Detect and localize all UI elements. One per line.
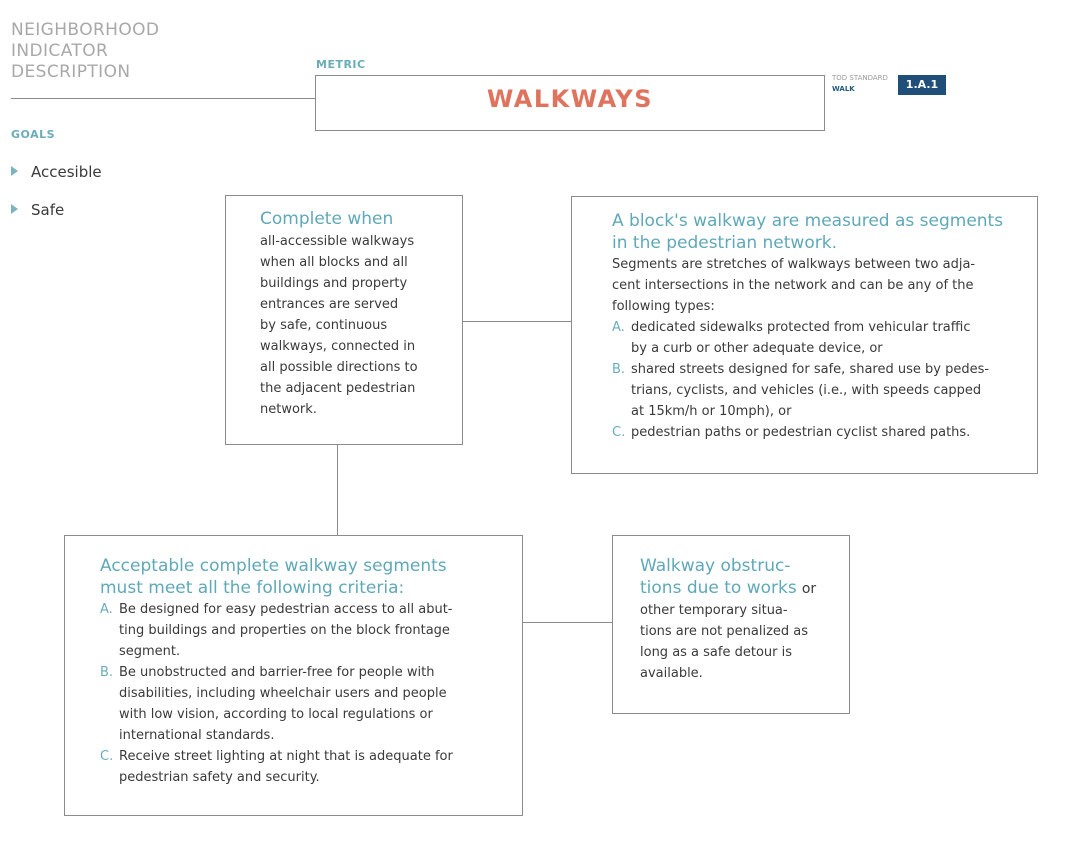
segment-type-item bbox=[612, 317, 1003, 359]
obstructions-heading-suffix: or bbox=[801, 581, 817, 597]
text-line: Segments are stretches of walkways between two adja- bbox=[612, 257, 976, 272]
text-line: ting buildings and properties on the block frontage bbox=[119, 623, 450, 638]
connector-criteria-to-obstructions bbox=[522, 622, 612, 623]
criteria-item bbox=[100, 662, 453, 746]
heading-line: must meet all the following criteria: bbox=[100, 578, 405, 598]
criteria-item bbox=[100, 746, 453, 788]
text-line: cent intersections in the network and can be any of the bbox=[612, 278, 974, 293]
text-line: disabilities, including wheelchair users and people bbox=[119, 686, 447, 701]
heading-line: Acceptable complete walkway segments bbox=[100, 556, 447, 576]
metric-title: WALKWAYS bbox=[486, 85, 654, 113]
goal-label: Safe bbox=[31, 201, 65, 219]
list-marker: C. bbox=[100, 749, 114, 764]
text-line: when all blocks and all bbox=[260, 255, 408, 270]
list-marker: C. bbox=[612, 425, 626, 440]
triangle-bullet-icon bbox=[11, 166, 18, 176]
goal-item bbox=[11, 163, 102, 181]
text-line: network. bbox=[260, 402, 317, 417]
text-line: pedestrian paths or pedestrian cyclist shared paths. bbox=[631, 425, 971, 440]
connector-complete-to-criteria bbox=[337, 444, 338, 535]
obstructions-heading-row bbox=[640, 577, 816, 600]
list-marker: B. bbox=[100, 665, 114, 680]
heading-line: in the pedestrian network. bbox=[612, 233, 837, 253]
segments-intro bbox=[612, 254, 1003, 317]
ndesc-line: INDICATOR bbox=[11, 41, 109, 61]
list-marker: B. bbox=[612, 362, 626, 377]
ndesc-line: DESCRIPTION bbox=[11, 62, 131, 82]
text-line: Be unobstructed and barrier-free for people with bbox=[119, 665, 435, 680]
tod-code-badge: 1.A.1 bbox=[898, 75, 946, 95]
text-line: by safe, continuous bbox=[260, 318, 388, 333]
criteria-box bbox=[64, 535, 523, 816]
text-line: tions are not penalized as bbox=[640, 624, 809, 639]
goal-label: Accesible bbox=[31, 163, 102, 181]
metric-box bbox=[315, 75, 825, 131]
connector-complete-to-segments bbox=[462, 321, 571, 322]
goals-label: GOALS bbox=[11, 128, 56, 141]
text-line: Be designed for easy pedestrian access to all abut- bbox=[119, 602, 453, 617]
list-marker: A. bbox=[100, 602, 113, 617]
text-line: all-accessible walkways bbox=[260, 234, 415, 249]
neighborhood-indicator-title bbox=[11, 20, 159, 83]
text-line: available. bbox=[640, 666, 703, 681]
triangle-bullet-icon bbox=[11, 204, 18, 214]
text-line: pedestrian safety and security. bbox=[119, 770, 320, 785]
text-line: following types: bbox=[612, 299, 715, 314]
text-line: walkways, connected in bbox=[260, 339, 416, 354]
obstructions-box bbox=[612, 535, 850, 714]
segments-box bbox=[571, 196, 1038, 474]
text-line: segment. bbox=[119, 644, 181, 659]
tod-category: WALK bbox=[832, 85, 855, 93]
ndesc-line: NEIGHBORHOOD bbox=[11, 20, 160, 40]
obstructions-text bbox=[640, 600, 816, 684]
goal-item bbox=[11, 201, 64, 219]
text-line: other temporary situa- bbox=[640, 603, 788, 618]
text-line: the adjacent pedestrian bbox=[260, 381, 416, 396]
complete-when-heading: Complete when bbox=[260, 209, 394, 229]
text-line: by a curb or other adequate device, or bbox=[631, 341, 883, 356]
text-line: dedicated sidewalks protected from vehicular traffic bbox=[631, 320, 971, 335]
header-rule bbox=[11, 98, 315, 99]
tod-standard-label: TOD STANDARD bbox=[832, 74, 888, 82]
obstructions-heading-line: tions due to works bbox=[640, 578, 797, 598]
segment-type-item bbox=[612, 422, 1003, 443]
segments-heading bbox=[612, 210, 1003, 254]
text-line: Receive street lighting at night that is adequate for bbox=[119, 749, 453, 764]
text-line: with low vision, according to local regulations or bbox=[119, 707, 433, 722]
criteria-heading bbox=[100, 555, 453, 599]
complete-when-box bbox=[225, 195, 463, 445]
text-line: buildings and property bbox=[260, 276, 408, 291]
text-line: all possible directions to bbox=[260, 360, 418, 375]
criteria-item bbox=[100, 599, 453, 662]
heading-line: A block's walkway are measured as segments bbox=[612, 211, 1004, 231]
metric-label: METRIC bbox=[316, 58, 366, 71]
list-marker: A. bbox=[612, 320, 625, 335]
text-line: trians, cyclists, and vehicles (i.e., with speeds capped bbox=[631, 383, 982, 398]
text-line: shared streets designed for safe, shared use by pedes- bbox=[631, 362, 990, 377]
text-line: at 15km/h or 10mph), or bbox=[631, 404, 792, 419]
text-line: entrances are served bbox=[260, 297, 399, 312]
obstructions-heading-line: Walkway obstruc- bbox=[640, 556, 791, 576]
text-line: international standards. bbox=[119, 728, 275, 743]
complete-when-text bbox=[260, 231, 418, 420]
text-line: long as a safe detour is bbox=[640, 645, 793, 660]
segment-type-item bbox=[612, 359, 1003, 422]
